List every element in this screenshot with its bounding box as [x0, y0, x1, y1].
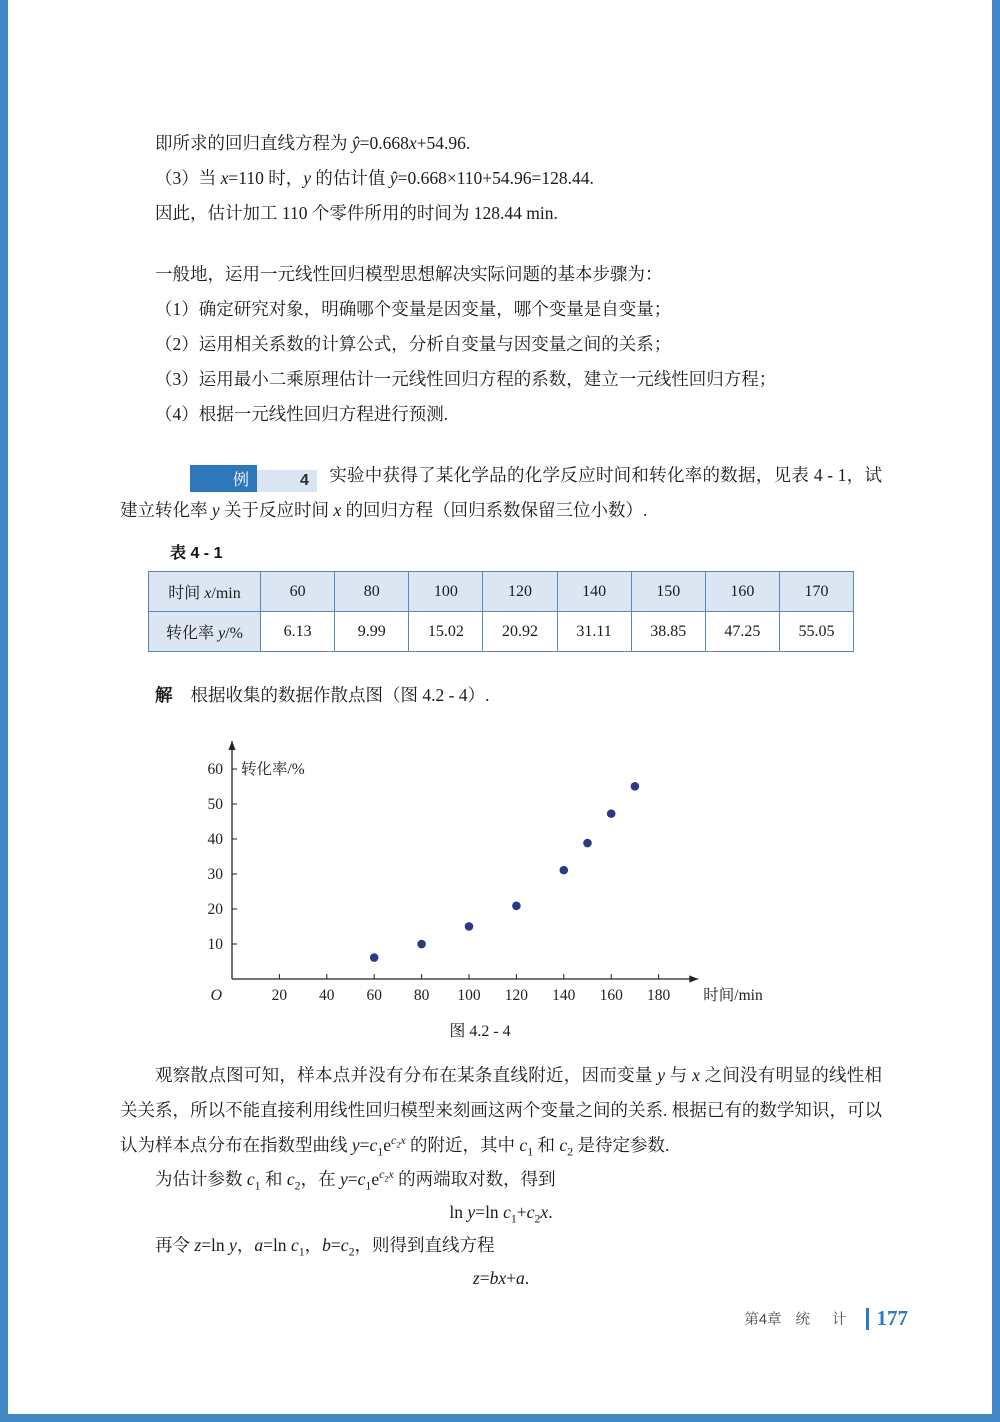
footer-chapter: 第4章: [744, 1312, 782, 1328]
page-content: [120, 126, 882, 1295]
data-point: [370, 953, 379, 962]
regression-equation-line: 即所求的回归直线方程为 ŷ=0.668x+54.96.: [155, 133, 471, 153]
y-tick-label: 10: [207, 936, 223, 953]
solution-text: 根据收集的数据作散点图（图 4.2 - 4）.: [190, 685, 490, 705]
data-table: [148, 571, 854, 652]
page-footer: [744, 1306, 908, 1331]
estimate-line: （3）当 x=110 时，y 的估计值 ŷ=0.668×110+54.96=128.44.: [155, 168, 594, 188]
x-tick-label: 140: [552, 987, 576, 1004]
table-cell: 55.05: [779, 612, 853, 652]
y-axis-label: 转化率/%: [241, 761, 305, 778]
conclusion-line: 因此，估计加工 110 个零件所用的时间为 128.44 min.: [155, 203, 558, 223]
table-cell: 160: [705, 572, 779, 612]
footer-section: 统 计: [795, 1312, 856, 1328]
step-item-2: （2）运用相关系数的计算公式，分析自变量与因变量之间的关系；: [155, 334, 672, 354]
example-badge-label: 例: [190, 465, 257, 492]
table-cell: 80: [335, 572, 409, 612]
table-cell: 140: [557, 572, 631, 612]
scatter-plot-svg: [160, 721, 800, 1013]
x-tick-label: 120: [504, 987, 529, 1004]
data-point: [560, 866, 569, 875]
analysis-paragraph-3: 再令 z=ln y，a=ln $c_1$，$b=c_2$，则得到直线方程: [155, 1235, 495, 1259]
x-axis-arrow: [689, 975, 698, 982]
table-cell: 47.25: [705, 612, 779, 652]
equation-log: ln y=ln $c_1+c_2x$.: [449, 1202, 553, 1226]
step-item-4: （4）根据一元线性回归方程进行预测.: [155, 404, 449, 424]
table-cell: 100: [409, 572, 483, 612]
x-tick-label: 100: [457, 987, 481, 1004]
y-tick-label: 50: [207, 796, 223, 813]
x-tick-label: 80: [413, 987, 430, 1004]
origin-label: O: [210, 987, 222, 1004]
data-point: [583, 839, 592, 848]
table-cell: 60: [261, 572, 335, 612]
table-row-header: 转化率 y/%: [149, 612, 261, 652]
page-edge-right: [992, 0, 1000, 1422]
y-tick-label: 40: [207, 831, 223, 848]
x-axis-label: 时间/min: [703, 987, 763, 1004]
example-badge: [155, 465, 317, 492]
table-cell: 15.02: [409, 612, 483, 652]
figure-caption: 图 4.2 - 4: [449, 1023, 511, 1040]
data-point: [512, 901, 521, 910]
page-edge-left: [0, 0, 8, 1422]
x-tick-label: 20: [271, 987, 288, 1004]
table-cell: 170: [779, 572, 853, 612]
table-cell: 9.99: [335, 612, 409, 652]
footer-divider: [866, 1308, 869, 1330]
example-badge-number: 4: [257, 470, 317, 492]
table-cell: 38.85: [631, 612, 705, 652]
y-axis-arrow: [228, 741, 235, 750]
table-cell: 6.13: [261, 612, 335, 652]
x-tick-label: 40: [319, 987, 335, 1004]
data-point: [417, 940, 426, 949]
scatter-plot: [160, 721, 800, 1044]
steps-intro: 一般地，运用一元线性回归模型思想解决实际问题的基本步骤为：: [155, 264, 663, 284]
step-item-3: （3）运用最小二乘原理估计一元线性回归方程的系数，建立一元线性回归方程；: [155, 369, 777, 389]
y-tick-label: 20: [207, 901, 223, 918]
data-point: [465, 922, 474, 931]
table-caption: 表 4 - 1: [170, 545, 223, 562]
solution-label: 解: [155, 685, 173, 705]
page-edge-bottom: [0, 1414, 1000, 1422]
y-tick-label: 60: [207, 761, 223, 778]
table-cell: 20.92: [483, 612, 557, 652]
analysis-paragraph-1: 观察散点图可知，样本点并没有分布在某条直线附近，因而变量 y 与 x 之间没有明显的线性相关关系，所以不能直接利用线性回归模型来刻画这两个变量之间的关系. 根据已有的数学知识，可以认为样本点分布在指数型曲线 $y=c_1e^{c_2x}$ 的附近，其中 $c_1$ 和 $c_2$ 是待定参数.: [120, 1065, 883, 1159]
table-cell: 120: [483, 572, 557, 612]
x-tick-label: 60: [366, 987, 382, 1004]
y-tick-label: 30: [207, 866, 223, 883]
table-row: [149, 572, 854, 612]
table-row-header: 时间 x/min: [149, 572, 261, 612]
solution-line: [120, 678, 882, 713]
example-text: 实验中获得了某化学品的化学反应时间和转化率的数据，见表 4 - 1，试建立转化率 y 关于反应时间 x 的回归方程（回归系数保留三位小数）.: [120, 465, 882, 520]
analysis-paragraph-2: 为估计参数 $c_1$ 和 $c_2$，在 $y=c_1e^{c_2x}$ 的两端取对数，得到: [155, 1167, 556, 1193]
table-cell: 31.11: [557, 612, 631, 652]
x-tick-label: 160: [599, 987, 623, 1004]
table-cell: 150: [631, 572, 705, 612]
equation-linear: z=bx+a.: [472, 1268, 530, 1288]
data-point: [631, 782, 640, 791]
example-paragraph: [120, 458, 882, 528]
table-row: [149, 612, 854, 652]
footer-page-number: 177: [876, 1306, 908, 1330]
data-point: [607, 809, 616, 818]
x-tick-label: 180: [646, 987, 671, 1004]
step-item-1: （1）确定研究对象，明确哪个变量是因变量，哪个变量是自变量；: [155, 299, 672, 319]
